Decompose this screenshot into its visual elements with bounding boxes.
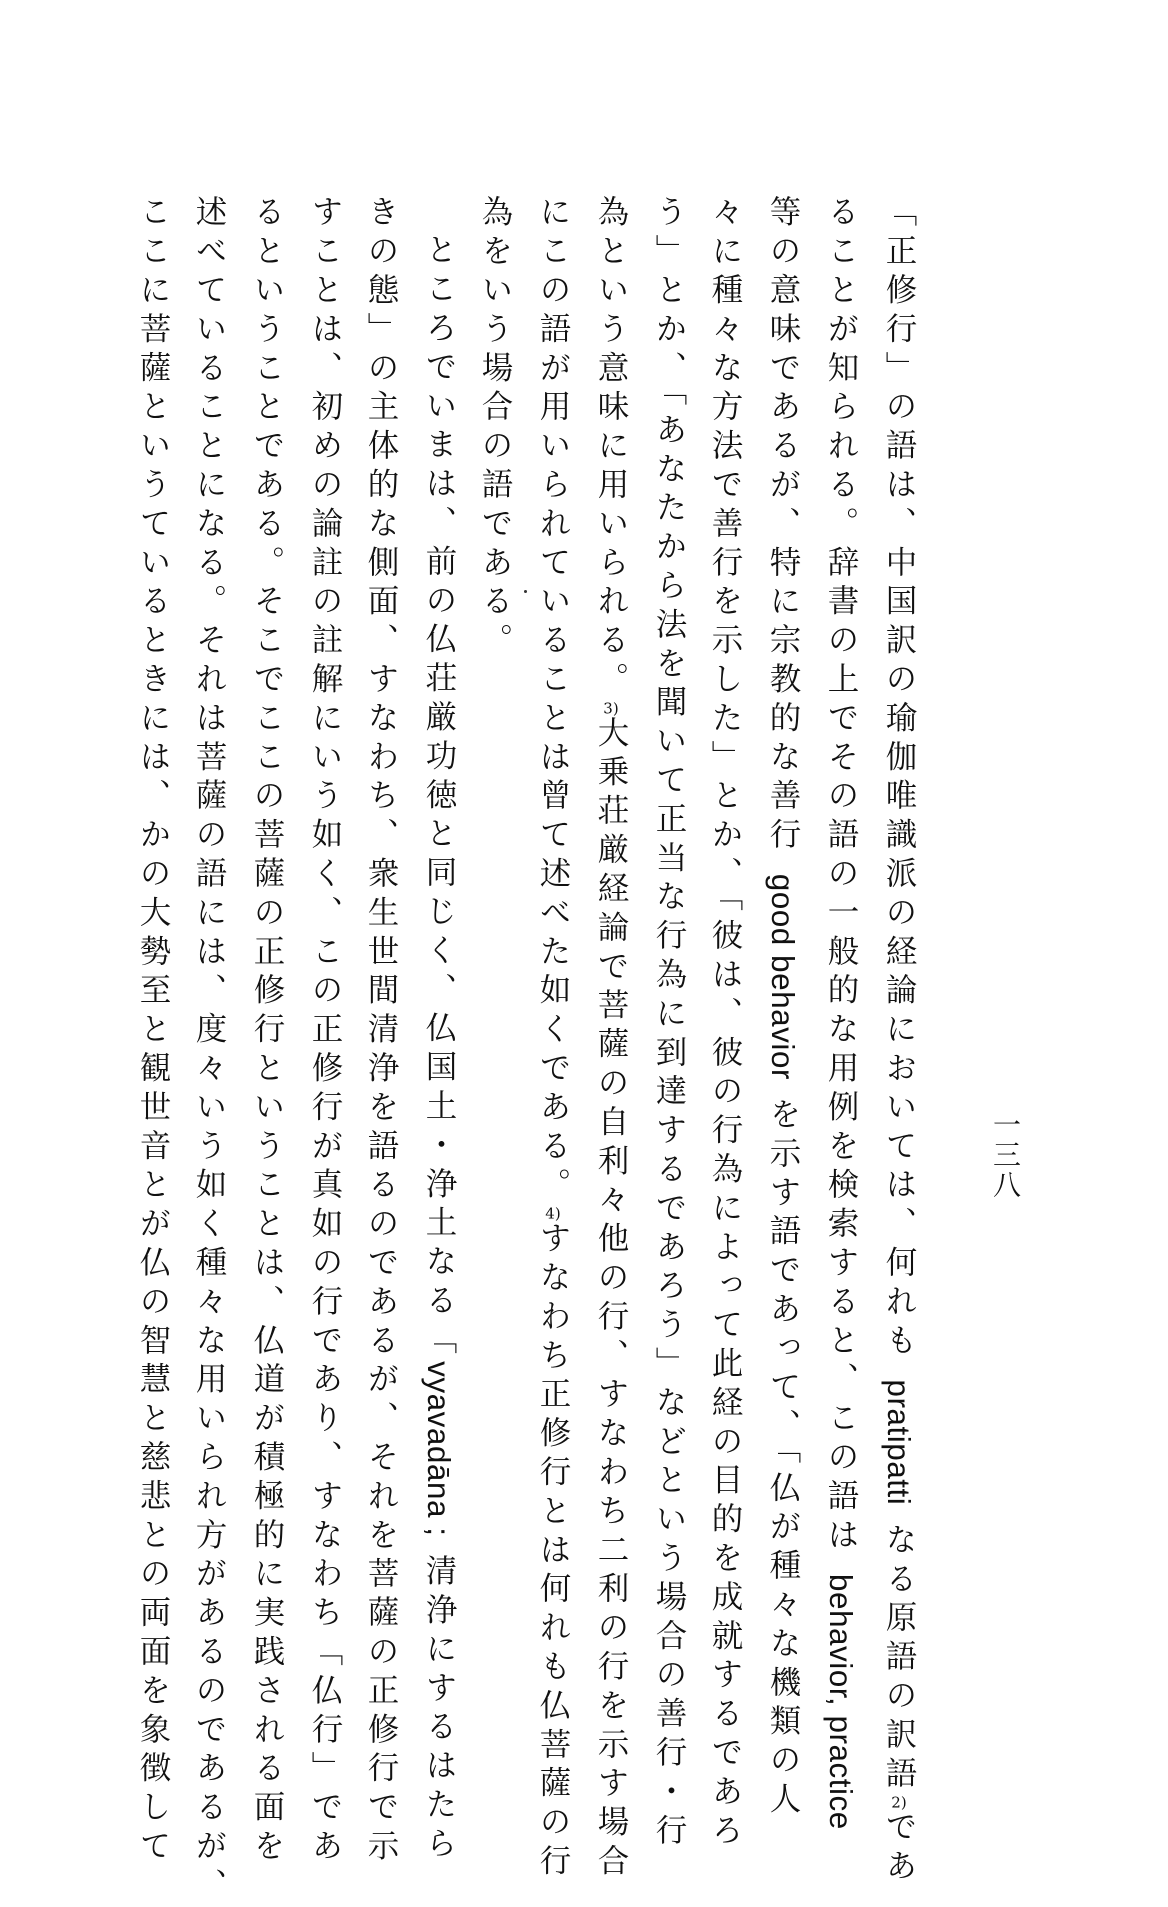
text-line-3: 等の意味であるが、特に宗教的な善行 good behavior を示す語であって、「仏が種々な機類の人	[765, 195, 801, 1821]
text-line-7: にこの語が用いられていることは曾て述べた如くである。4)すなわち正修行とは何れも仏菩薩の行	[535, 195, 571, 1883]
text-line-12: るということである。そこでここの菩薩の正修行ということは、仏道が積極的に実践される面を	[249, 195, 285, 1868]
text-line-11: すことは、初めの論註の註解にいう如く、この正修行が真如の行であり、すなわち「仏行」であ	[307, 195, 343, 1868]
footnote-ref-4: 4)	[545, 1206, 561, 1222]
text-line-6: 為という意味に用いられる。3)大乗荘厳経論で菩薩の自利々他の行、すなわち二利の行を示す場合	[593, 195, 629, 1883]
text-line-5: う」とか、「あなたから法を聞いて正当な行為に到達するであろう」などという場合の善行・行	[651, 195, 687, 1852]
text-line-8: 為をいう場合の語である。	[477, 195, 513, 662]
footnote-ref-3: 3)	[603, 700, 619, 716]
print-speck	[524, 590, 527, 593]
text-line-2: ることが知られる。辞書の上でその語の一般的な用例を検索すると、この語は behavior, practice	[823, 195, 859, 1830]
text-line-1: 「正修行」の語は、中国訳の瑜伽唯識派の経論においては、何れも pratipatti なる原語の訳語2)であ	[881, 195, 917, 1888]
text-line-14: ここに菩薩というているときには、かの大勢至と観世音とが仏の智慧と慈悲との両面を象徴して	[135, 195, 171, 1868]
footnote-ref-2: 2)	[891, 1794, 907, 1810]
text-line-13: 述べていることになる。それは菩薩の語には、度々いう如く種々な用いられ方があるのであるが、	[191, 195, 227, 1907]
text-line-4: 々に種々な方法で善行を示した」とか、「彼は、彼の行為によって此経の目的を成就するであろ	[707, 195, 743, 1852]
text-line-10: きの態」の主体的な側面、すなわち、衆生世間清浄を語るのであるが、それを菩薩の正修行で示	[363, 195, 399, 1868]
text-line-9: ところでいまは、前の仏荘厳功徳と同じく、仏国土・浄土なる「vyavadāna ; 清浄にするはたら	[421, 233, 457, 1866]
page-number: 一三八	[989, 1110, 1022, 1200]
